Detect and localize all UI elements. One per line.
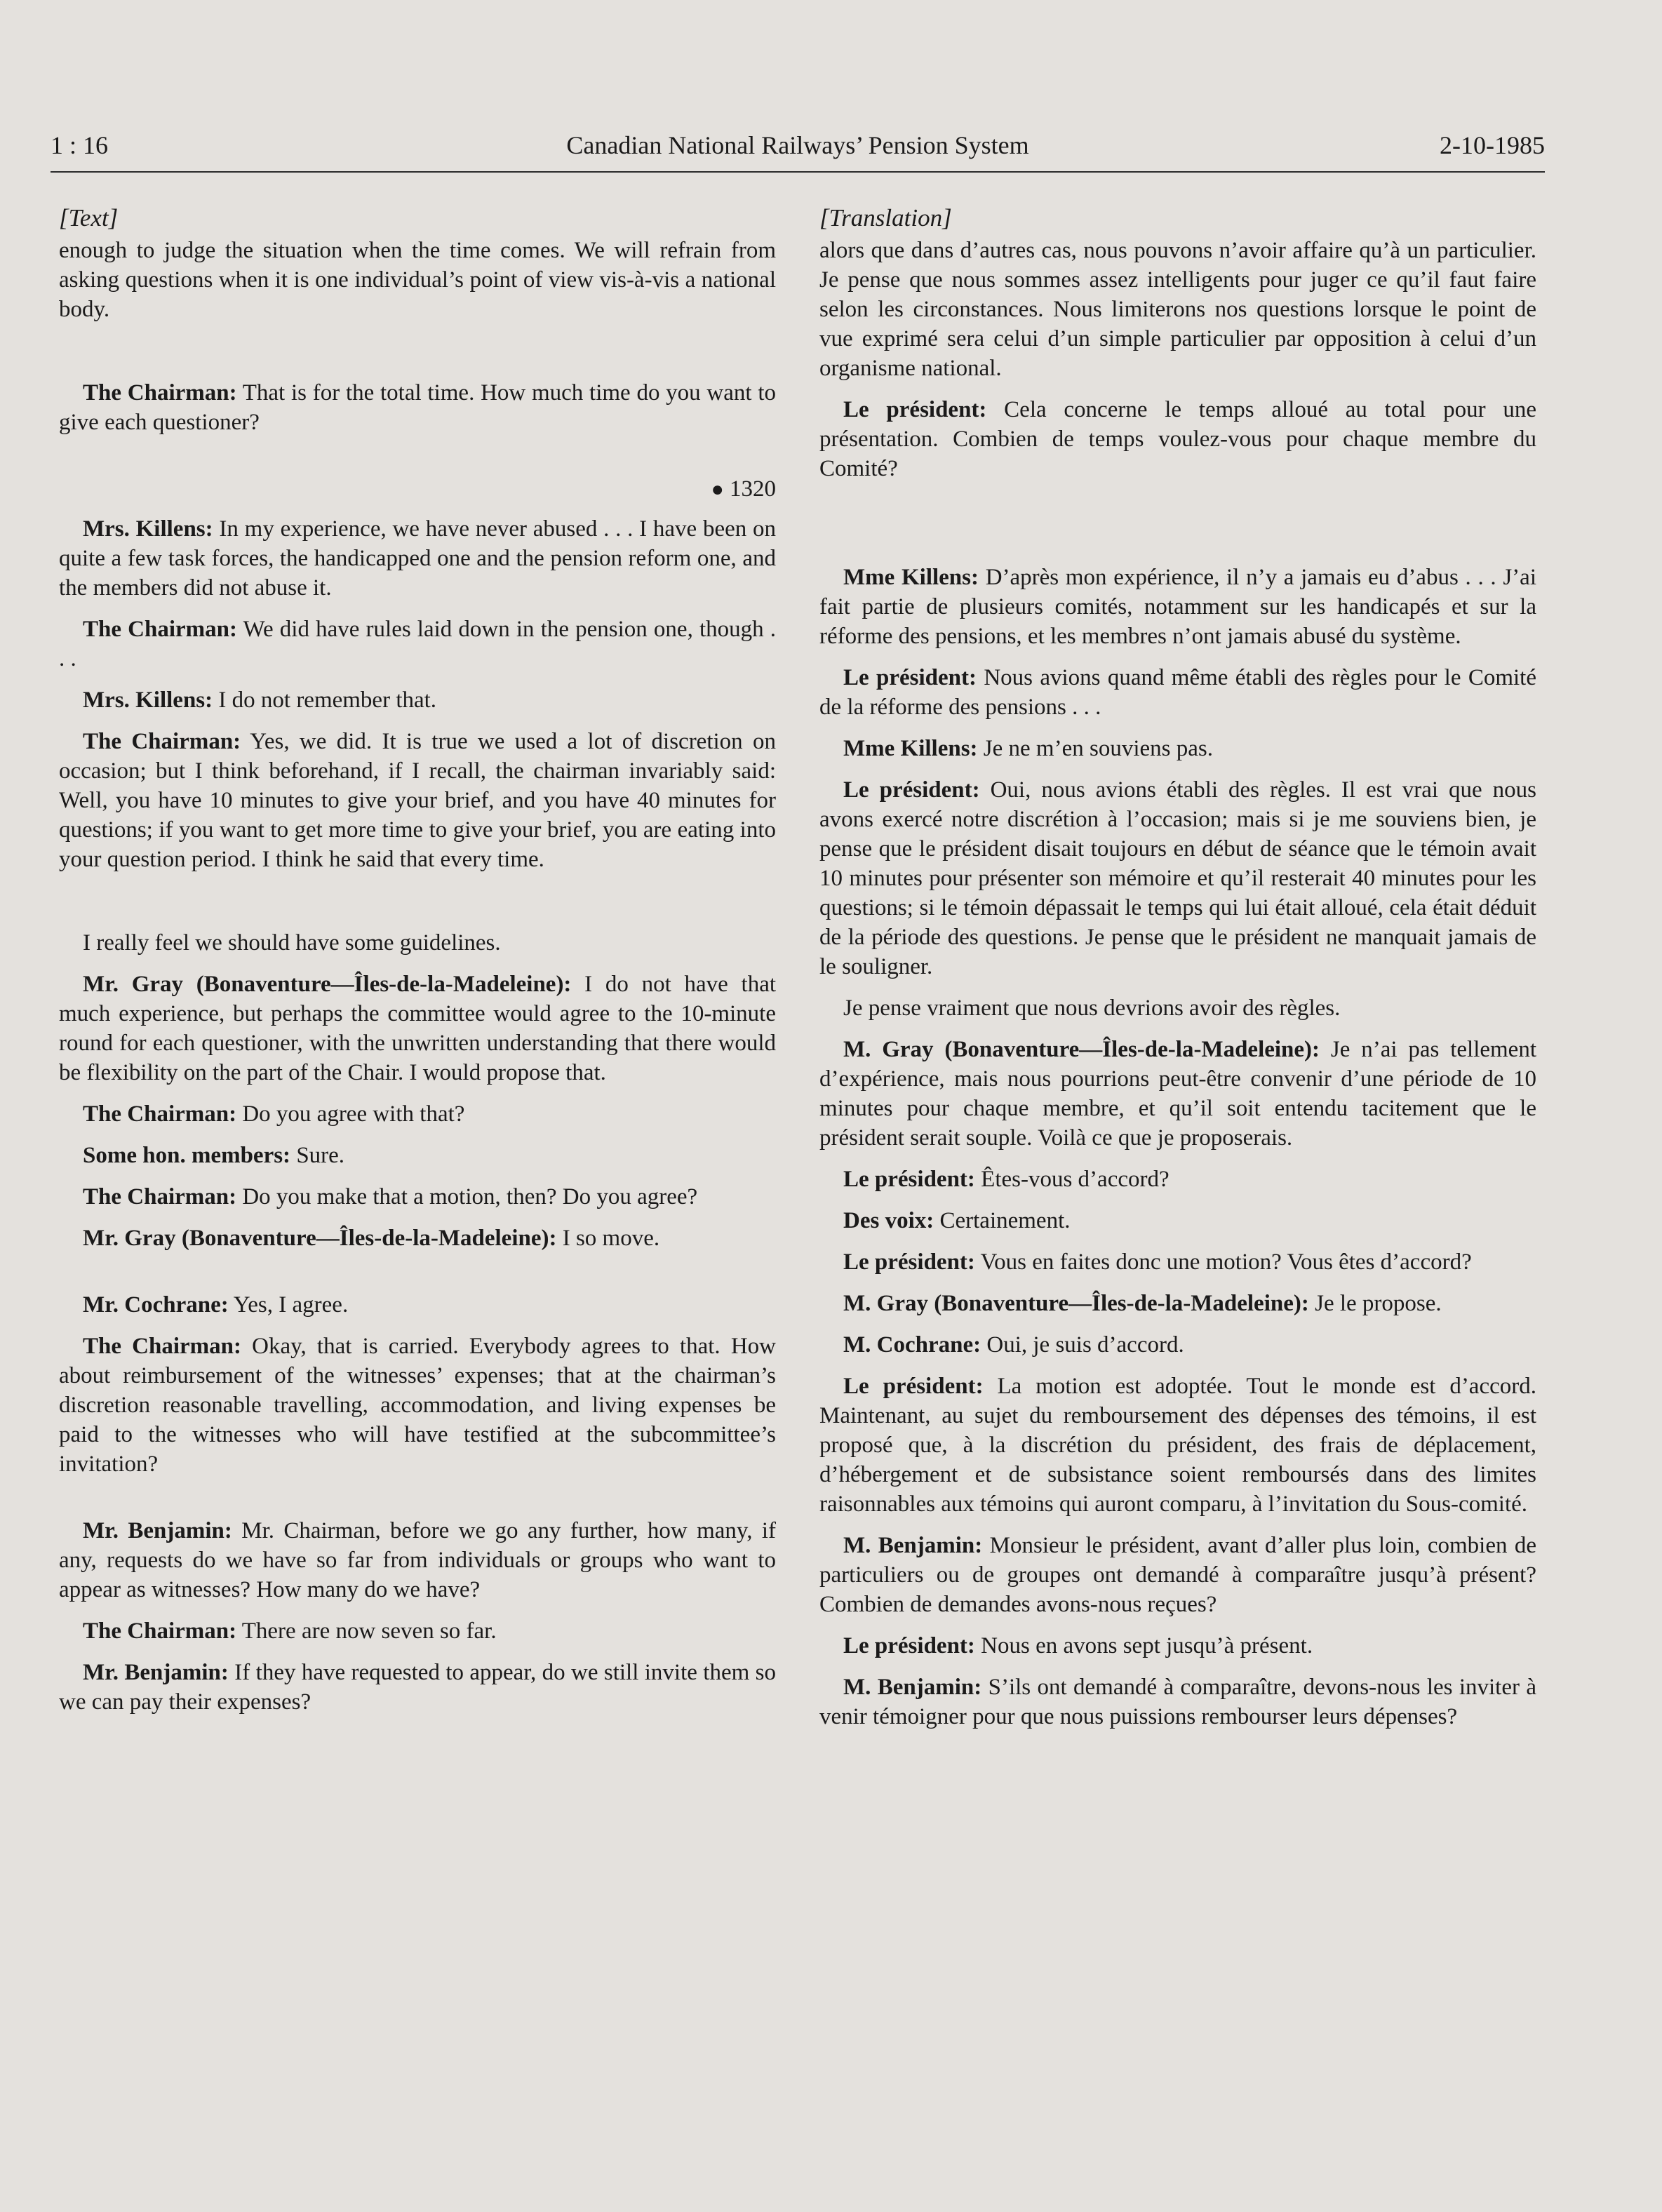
speaker-name: M. Cochrane: xyxy=(843,1332,981,1358)
closing-remark: Je pense vraiment que nous devrions avoir des règles. xyxy=(843,996,1341,1021)
speaker-name: The Chairman: xyxy=(83,1334,242,1359)
speech-paragraph xyxy=(59,727,776,874)
speech-paragraph xyxy=(59,615,776,673)
page-number: 1 : 16 xyxy=(51,131,109,159)
speech-paragraph xyxy=(59,1616,776,1646)
speaker-name: Le président: xyxy=(843,1167,975,1192)
speech-text: Mr. Chairman, before we go any further, how many, if any, requests do we have so far from individuals or groups who want to appear as witnesses? How many do we have? xyxy=(59,1518,777,1602)
speech-paragraph xyxy=(819,1631,1536,1661)
speaker-name: M. Benjamin: xyxy=(843,1533,983,1558)
speech-text: D’après mon expérience, il n’y a jamais eu d’abus . . . J’ai fait partie de plusieurs comités, notamment sur les handicapés et sur la réforme des pensions, et les membres n’ont jamais abusé du système. xyxy=(819,565,1536,649)
speaker-name: M. Benjamin: xyxy=(843,1675,982,1700)
speaker-name: Le président: xyxy=(843,1633,975,1658)
running-header xyxy=(51,130,1545,173)
time-marker-value: 1320 xyxy=(730,476,776,502)
speech-paragraph xyxy=(59,1141,776,1170)
speech-text: Oui, nous avions établi des règles. Il est vrai que nous avons exercé notre discrétion à l’occasion; mais si je me souviens bien, je pense que le président disait toujours en début de séance que le témoin avait 10 minutes pour présenter son mémoire et qu’il resterait 40 minutes pour les questions; si le témoin dépassait le temps qui lui était alloué, cela était déduit de la période des questions. Je pense que le président ne manquait jamais de le souligner. xyxy=(819,777,1536,979)
speech-text: Vous en faites donc une motion? Vous êtes d’accord? xyxy=(974,1249,1472,1275)
speech-text: There are now seven so far. xyxy=(236,1618,497,1644)
speech-text: Yes, I agree. xyxy=(228,1292,349,1318)
speech-text: Monsieur le président, avant d’aller plus loin, combien de particuliers ou de groupes ont demandé à comparaître jusqu’à présent? Combien de demandes avons-nous reçues? xyxy=(819,1533,1536,1617)
speech-paragraph xyxy=(59,1658,776,1717)
speech-paragraph xyxy=(59,1224,776,1253)
speech-paragraph xyxy=(819,1289,1536,1318)
speaker-name: The Chairman: xyxy=(83,729,241,754)
speech-paragraph xyxy=(59,685,776,715)
speech-paragraph xyxy=(819,395,1536,483)
speech-text: S’ils ont demandé à comparaître, devons-nous les inviter à venir témoigner pour que nous puissions rembourser leurs dépenses? xyxy=(819,1675,1536,1729)
bullet-icon: ● xyxy=(711,478,724,501)
intro-paragraph: enough to judge the situation when the time comes. We will refrain from asking questions when it is one individual’s point of view vis-à-vis a national body. xyxy=(59,238,776,322)
speech-paragraph xyxy=(819,1035,1536,1153)
speech-text: I do not have that much experience, but perhaps the committee would agree to the 10-minute round for each questioner, with the unwritten understanding that there would be flexibility on the part of the Chair. I would propose that. xyxy=(59,972,777,1085)
speech-text: Êtes-vous d’accord? xyxy=(974,1167,1170,1192)
speech-text: Cela concerne le temps alloué au total pour une présentation. Combien de temps voulez-vous pour chaque membre du Comité? xyxy=(819,397,1536,481)
speech-paragraph xyxy=(819,1372,1536,1519)
speech-text: I so move. xyxy=(556,1226,660,1251)
speaker-name: M. Gray (Bonaventure—Îles-de-la-Madeleine): xyxy=(843,1291,1309,1316)
speech-text: Je n’ai pas tellement d’expérience, mais nous pourrions peut-être convenir d’une période de 10 minutes pour chaque membre, et qu’il soit entendu tacitement que le président serait souple. Voilà ce que je proposerais. xyxy=(819,1037,1536,1151)
speaker-name: Le président: xyxy=(843,665,977,690)
closing-remark: I really feel we should have some guidelines. xyxy=(83,930,501,956)
speaker-name: M. Gray (Bonaventure—Îles-de-la-Madeleine): xyxy=(843,1037,1320,1062)
speech-paragraph xyxy=(59,1099,776,1129)
speech-paragraph xyxy=(819,663,1536,722)
speaker-name: Mr. Benjamin: xyxy=(83,1518,232,1543)
speech-text: We did have rules laid down in the pension one, though . . . xyxy=(59,617,777,671)
speech-text: Do you agree with that? xyxy=(236,1101,465,1127)
speech-text: Yes, we did. It is true we used a lot of discretion on occasion; but I think beforehand, if I recall, the chairman invariably said: Well, you have 10 minutes to give your brief, and you have 40 minutes for questions; if you want to get more time to give your brief, you are eating into your question period. I think he said that every time. xyxy=(59,729,776,872)
speech-text: Okay, that is carried. Everybody agrees to that. How about reimbursement of the witnesses’ expenses; that at the chairman’s discretion reasonable travelling, accommodation, and living expenses be paid to the witnesses who will have testified at the subcommittee’s invitation? xyxy=(59,1334,776,1477)
speaker-name: The Chairman: xyxy=(83,1101,237,1127)
speaker-name: Le président: xyxy=(843,1249,975,1275)
speech-text: If they have requested to appear, do we still invite them so we can pay their expenses? xyxy=(59,1660,777,1715)
speech-paragraph xyxy=(59,1290,776,1320)
speaker-name: Mr. Benjamin: xyxy=(83,1660,229,1685)
time-marker xyxy=(59,474,776,504)
speech-paragraph xyxy=(819,1206,1536,1235)
speech-text: Sure. xyxy=(290,1143,345,1168)
speech-paragraph xyxy=(819,1247,1536,1277)
english-column xyxy=(59,203,776,1729)
speaker-name: The Chairman: xyxy=(83,380,237,405)
speaker-name: The Chairman: xyxy=(83,1184,237,1209)
speech-text: La motion est adoptée. Tout le monde est d’accord. Maintenant, au sujet du remboursement des dépenses des témoins, il est proposé que, à la discrétion du président, des frais de déplacement, d’hébergement et de subsistance soient remboursés dans des limites raisonnables aux témoins qui auront comparu, à l’invitation du Sous-comité. xyxy=(819,1374,1536,1517)
intro-paragraph: alors que dans d’autres cas, nous pouvons n’avoir affaire qu’à un particulier. Je pense que nous sommes assez intelligents pour juger ce qu’il faut faire selon les circonstances. Nous limiterons nos questions lorsque le point de vue exprimé sera celui d’un simple particulier par opposition à celui d’un organisme national. xyxy=(819,238,1536,381)
speaker-name: Mrs. Killens: xyxy=(83,516,213,542)
speech-paragraph xyxy=(819,1330,1536,1360)
speech-paragraph xyxy=(59,378,776,437)
speech-paragraph xyxy=(819,734,1536,763)
speech-text: Nous en avons sept jusqu’à présent. xyxy=(974,1633,1313,1658)
speech-text: Nous avions quand même établi des règles pour le Comité de la réforme des pensions . . . xyxy=(819,665,1536,720)
running-title: Canadian National Railways’ Pension System xyxy=(566,131,1029,159)
speaker-name: Mrs. Killens: xyxy=(83,688,213,713)
speech-paragraph xyxy=(59,1182,776,1212)
column-label-text: [Text] xyxy=(59,204,119,232)
column-label-translation: [Translation] xyxy=(819,204,952,232)
speaker-name: The Chairman: xyxy=(83,1618,237,1644)
speech-paragraph xyxy=(59,1516,776,1604)
speaker-name: Le président: xyxy=(843,397,987,422)
speech-text: Je ne m’en souviens pas. xyxy=(977,736,1213,761)
speech-paragraph xyxy=(59,1332,776,1479)
speaker-name: Some hon. members: xyxy=(83,1143,291,1168)
speech-paragraph xyxy=(59,514,776,603)
sitting-date: 2-10-1985 xyxy=(1440,131,1545,159)
speech-paragraph xyxy=(59,970,776,1087)
speaker-name: Des voix: xyxy=(843,1208,934,1233)
speech-paragraph xyxy=(819,775,1536,981)
speech-paragraph xyxy=(819,563,1536,651)
speaker-name: Mme Killens: xyxy=(843,736,978,761)
speech-text: Oui, je suis d’accord. xyxy=(981,1332,1184,1358)
speaker-name: Mme Killens: xyxy=(843,565,979,590)
speaker-name: Le président: xyxy=(843,1374,984,1399)
speech-paragraph xyxy=(819,1531,1536,1619)
speech-text: Certainement. xyxy=(934,1208,1071,1233)
speaker-name: Mr. Cochrane: xyxy=(83,1292,229,1318)
speech-paragraph xyxy=(819,1165,1536,1194)
speaker-name: Mr. Gray (Bonaventure—Îles-de-la-Madeleine): xyxy=(83,1226,557,1251)
speaker-name: Le président: xyxy=(843,777,980,803)
french-column xyxy=(819,203,1536,1743)
speech-text: That is for the total time. How much time do you want to give each questioner? xyxy=(59,380,776,435)
speech-paragraph xyxy=(819,1673,1536,1731)
speaker-name: Mr. Gray (Bonaventure—Îles-de-la-Madeleine): xyxy=(83,972,572,997)
speech-text: Do you make that a motion, then? Do you agree? xyxy=(236,1184,698,1209)
speaker-name: The Chairman: xyxy=(83,617,237,642)
speech-text: Je le propose. xyxy=(1308,1291,1442,1316)
speech-text: In my experience, we have never abused . . . I have been on quite a few task forces, the handicapped one and the pension reform one, and the members did not abuse it. xyxy=(59,516,776,601)
speech-text: I do not remember that. xyxy=(213,688,437,713)
